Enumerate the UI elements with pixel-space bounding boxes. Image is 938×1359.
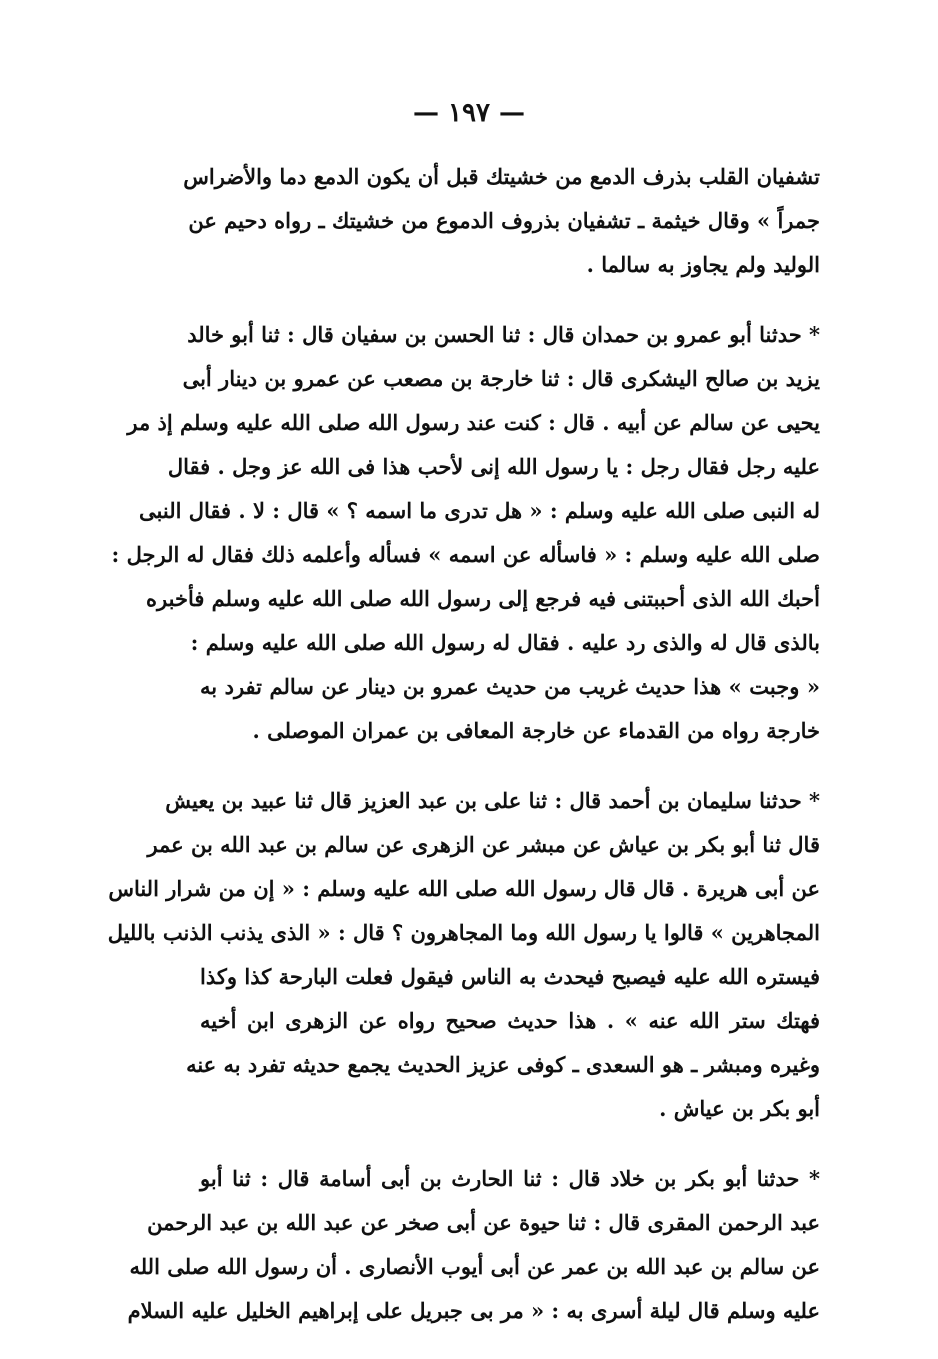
text-line: فيستره الله عليه فيصبح فيحدث به الناس فيقول فعلت البارحة كذا وكذا — [200, 964, 820, 989]
text-line: صلى الله عليه وسلم : « فاسأله عن اسمه » فسأله وأعلمه ذلك فقال له الرجل : — [111, 542, 820, 567]
text-body — [107, 155, 820, 1359]
text-line: عن سالم بن عبد الله بن عمر عن أبى أيوب الأنصارى . أن رسول الله صلى الله — [129, 1254, 820, 1279]
text-line: أحبك الله الذى أحببتنى فيه فرجع إلى رسول الله صلى الله عليه وسلم فأخبره — [146, 586, 820, 611]
text-line: قال ثنا أبو بكر بن عياش عن مبشر عن الزهرى عن سالم بن عبد الله بن عمر — [147, 832, 820, 857]
text-line: له النبى صلى الله عليه وسلم : « هل تدرى ما اسمه ؟ » قال : لا . فقال النبى — [139, 498, 820, 523]
text-line: يزيد بن صالح اليشكرى قال : ثنا خارجة بن مصعب عن عمرو بن دينار أبى — [182, 366, 820, 391]
text-line: جمراً » وقال خيثمة ـ تشفيان بذروف الدموع من خشيتك ـ رواه دحيم عن — [188, 208, 820, 233]
text-line: يحيى عن سالم عن أبيه . قال : كنت عند رسول الله صلى الله عليه وسلم إذ مر — [127, 410, 820, 435]
text-line: فهتك ستر الله عنه » . هذا حديث صحيح رواه عن الزهرى ابن أخيه — [200, 1008, 820, 1033]
text-line: تشفيان القلب بذرف الدمع من خشيتك قبل أن يكون الدمع دما والأضراس — [183, 164, 820, 189]
text-line: عليه رجل فقال رجل : يا رسول الله إنى لأحب هذا فى الله عز وجل . فقال — [167, 454, 820, 479]
text-line: عليه وسلم قال ليلة أسرى به : « مر بى جبريل على إبراهيم الخليل عليه السلام — [127, 1298, 820, 1323]
text-line: * حدثنا سليمان بن أحمد قال : ثنا على بن عبد العزيز قال ثنا عبيد بن يعيش — [165, 788, 820, 813]
text-line: الوليد ولم يجاوز به سالما . — [586, 252, 820, 277]
page-number: — ١٩٧ — — [412, 98, 526, 128]
text-line: عن أبى هريرة . قال قال رسول الله صلى الله عليه وسلم : « إن من شرار الناس — [108, 876, 820, 901]
text-line: بالذى قال له والذى رد عليه . فقال له رسول الله صلى الله عليه وسلم : — [190, 630, 820, 655]
text-line: * حدثنا أبو بكر بن خلاد قال : ثنا الحارث بن أبى أسامة قال : ثنا أبو — [200, 1166, 820, 1191]
paragraph-1 — [183, 155, 820, 287]
text-line: « وجبت » هذا حديث غريب من حديث عمرو بن دينار عن سالم تفرد به — [200, 674, 820, 699]
text-line: المجاهرين » قالوا يا رسول الله وما المجاهرون ؟ قال : « الذى يذنب الذنب بالليل — [107, 920, 820, 945]
text-line: وغيره ومبشر ـ هو السعدى ـ كوفى عزيز الحديث يجمع حديثه تفرد به عنه — [186, 1052, 820, 1077]
paragraph-2 — [111, 313, 820, 753]
paragraph-3 — [107, 779, 820, 1131]
paragraph-4 — [127, 1157, 820, 1333]
text-line: خارجة رواه من القدماء عن خارجة المعافى بن عمران الموصلى . — [252, 718, 820, 743]
text-line: * حدثنا أبو عمرو بن حمدان قال : ثنا الحسن بن سفيان قال : ثنا أبو خالد — [187, 322, 820, 347]
text-line: أبو بكر بن عياش . — [659, 1096, 820, 1121]
text-line: عبد الرحمن المقرى قال : ثنا حيوة عن أبى صخر عن عبد الله بن عبد الرحمن — [147, 1210, 820, 1235]
